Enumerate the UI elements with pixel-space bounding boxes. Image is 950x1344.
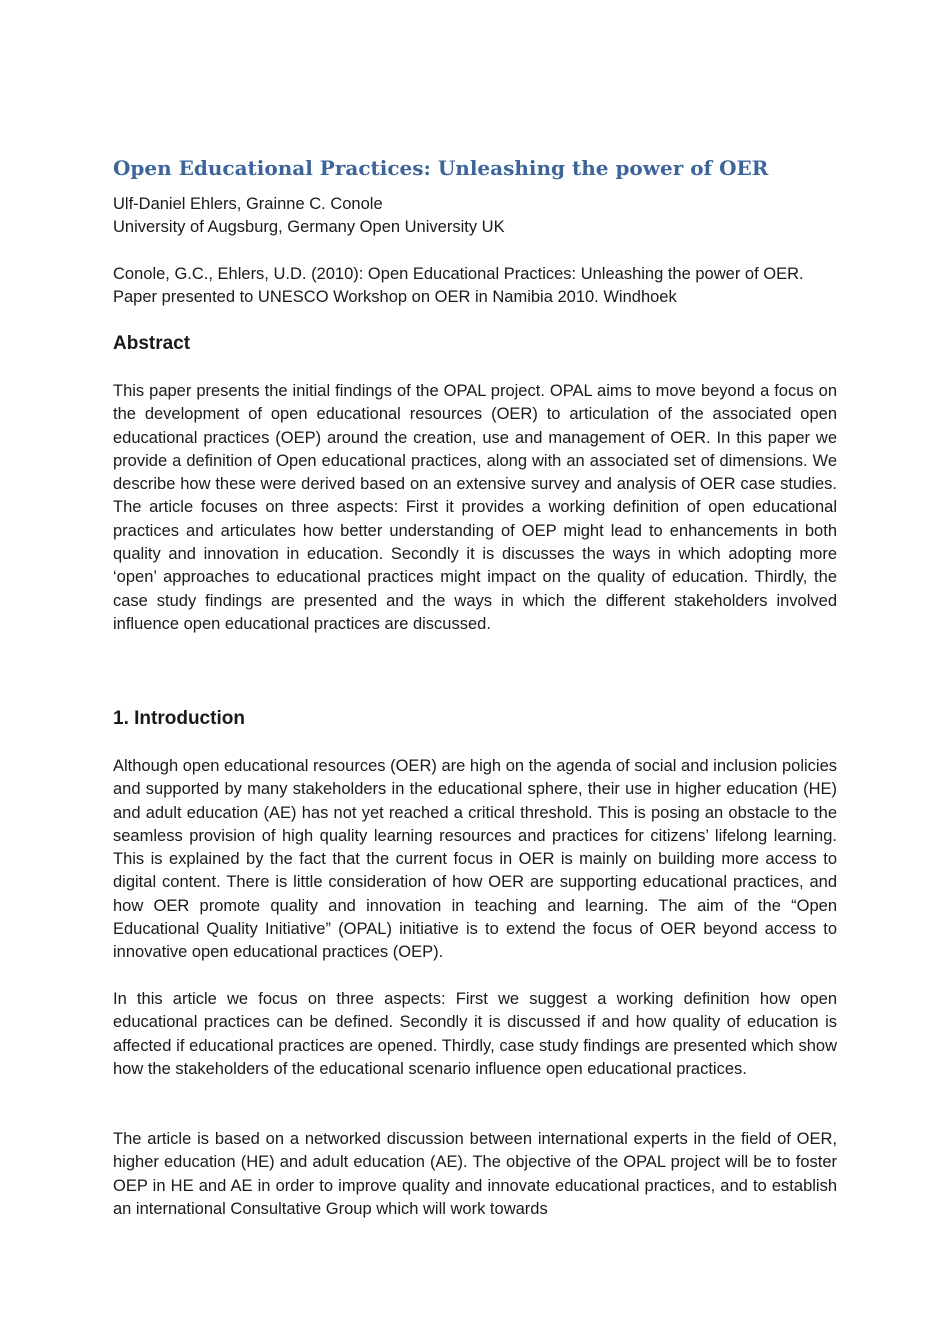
intro-paragraph-1: Although open educational resources (OER) are high on the agenda of social and inclusion policies and supported by many stakeholders in the educational sphere, their use in higher education (HE) and adult education (AE) has not yet reached a critical threshold. This is posing an obstacle to the seamless provision of high quality learning resources and practices for citizens’ lifelong learning. This is explained by the fact that the current focus in OER is mainly on building more access to digital content. There is little consideration of how OER are supporting educational practices, and how OER promote quality and innovation in teaching and learning. The aim of the “Open Educational Quality Initiative” (OPAL) initiative is to extend the focus of OER beyond access to innovative open educational practices (OEP).: [113, 757, 837, 962]
citation-line-1: Conole, G.C., Ehlers, U.D. (2010): Open Educational Practices: Unleashing the power of OER.: [113, 265, 804, 283]
abstract-heading: Abstract: [113, 333, 191, 354]
abstract-text: This paper presents the initial findings of the OPAL project. OPAL aims to move beyond a focus on the development of open educational resources (OER) to articulation of the associated open educational practices (OEP) around the creation, use and management of OER. In this paper we provide a definition of Open educational practices, along with an associated set of dimensions. We describe how these were derived based on an extensive survey and analysis of OER case studies. The article focuses on three aspects: First it provides a working definition of open educational practices and articulates how better understanding of OEP might lead to enhancements in both quality and innovation in education. Secondly it is discusses the ways in which adopting more ‘open’ approaches to educational practices might impact on the quality of education. Thirdly, the case study findings are presented and the ways in which the different stakeholders involved influence open educational practices are discussed.: [113, 382, 837, 633]
paper-title: Open Educational Practices: Unleashing the power of OER: [113, 156, 769, 180]
paper-affiliations: University of Augsburg, Germany Open University UK: [113, 218, 505, 236]
paper-authors: Ulf-Daniel Ehlers, Grainne C. Conole: [113, 195, 383, 213]
intro-paragraph-3: The article is based on a networked discussion between international experts in the field of OER, higher education (HE) and adult education (AE). The objective of the OPAL project will be to foster OEP in HE and AE in order to improve quality and innovate educational practices, and to establish an international Consultative Group which will work towards: [113, 1130, 837, 1218]
intro-paragraph-2: In this article we focus on three aspects: First we suggest a working definition how open educational practices can be defined. Secondly it is discussed if and how quality of education is affected if educational practices are opened. Thirdly, case study findings are presented which show how the stakeholders of the educational scenario influence open educational practices.: [113, 990, 837, 1078]
introduction-heading: 1. Introduction: [113, 708, 245, 729]
citation-line-2: Paper presented to UNESCO Workshop on OER in Namibia 2010. Windhoek: [113, 288, 677, 306]
